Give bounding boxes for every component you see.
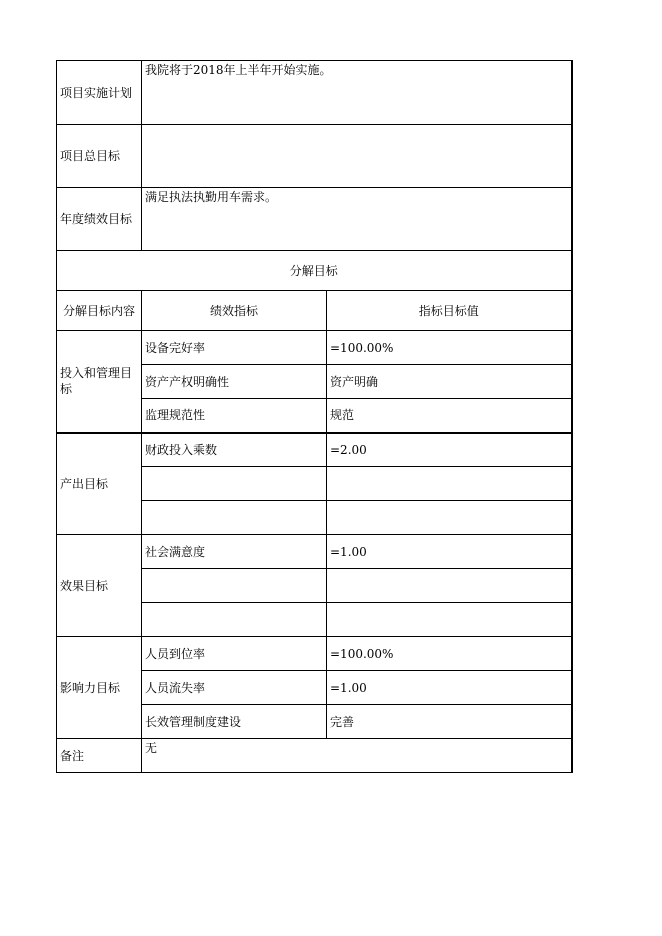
header-row: [57, 291, 572, 331]
overall-value: [142, 125, 572, 188]
category-effect: 效果目标: [57, 535, 142, 637]
target-value-cell: =100.00%: [327, 331, 572, 365]
header-content: 分解目标内容: [57, 291, 142, 331]
target-value-cell: 规范: [327, 399, 572, 433]
annual-value: 满足执法执勤用车需求。: [142, 188, 572, 251]
target-value-cell: [327, 603, 572, 637]
indicator-cell: [142, 603, 327, 637]
category-output: 产出目标: [57, 433, 142, 535]
indicator-cell: [142, 467, 327, 501]
indicator-cell: 人员到位率: [142, 637, 327, 671]
target-value-cell: =1.00: [327, 671, 572, 705]
plan-row: [57, 61, 572, 125]
target-value-cell: 完善: [327, 705, 572, 739]
plan-value: 我院将于2018年上半年开始实施。: [142, 61, 572, 125]
annual-row: [57, 188, 572, 251]
remarks-row: [57, 739, 572, 773]
table-row: [57, 535, 572, 569]
indicator-cell: 长效管理制度建设: [142, 705, 327, 739]
category-input-management: 投入和管理目标: [57, 331, 142, 433]
performance-target-table: [56, 60, 573, 773]
target-value-cell: [327, 501, 572, 535]
overall-row: [57, 125, 572, 188]
target-value-cell: [327, 569, 572, 603]
decompose-title-row: [57, 251, 572, 291]
header-target: 指标目标值: [327, 291, 572, 331]
plan-label: 项目实施计划: [57, 61, 142, 125]
remarks-value: 无: [142, 739, 572, 773]
indicator-cell: 社会满意度: [142, 535, 327, 569]
target-value-cell: =1.00: [327, 535, 572, 569]
indicator-cell: 监理规范性: [142, 399, 327, 433]
target-value-cell: 资产明确: [327, 365, 572, 399]
indicator-cell: [142, 569, 327, 603]
indicator-cell: 财政投入乘数: [142, 433, 327, 467]
table-row: [57, 637, 572, 671]
remarks-label: 备注: [57, 739, 142, 773]
header-indicator: 绩效指标: [142, 291, 327, 331]
indicator-cell: [142, 501, 327, 535]
indicator-cell: 人员流失率: [142, 671, 327, 705]
annual-label: 年度绩效目标: [57, 188, 142, 251]
category-influence: 影响力目标: [57, 637, 142, 739]
target-value-cell: [327, 467, 572, 501]
table-row: [57, 433, 572, 467]
target-value-cell: =2.00: [327, 433, 572, 467]
indicator-cell: 设备完好率: [142, 331, 327, 365]
target-value-cell: =100.00%: [327, 637, 572, 671]
indicator-cell: 资产产权明确性: [142, 365, 327, 399]
decompose-title: 分解目标: [57, 251, 572, 291]
overall-label: 项目总目标: [57, 125, 142, 188]
table-row: [57, 331, 572, 365]
